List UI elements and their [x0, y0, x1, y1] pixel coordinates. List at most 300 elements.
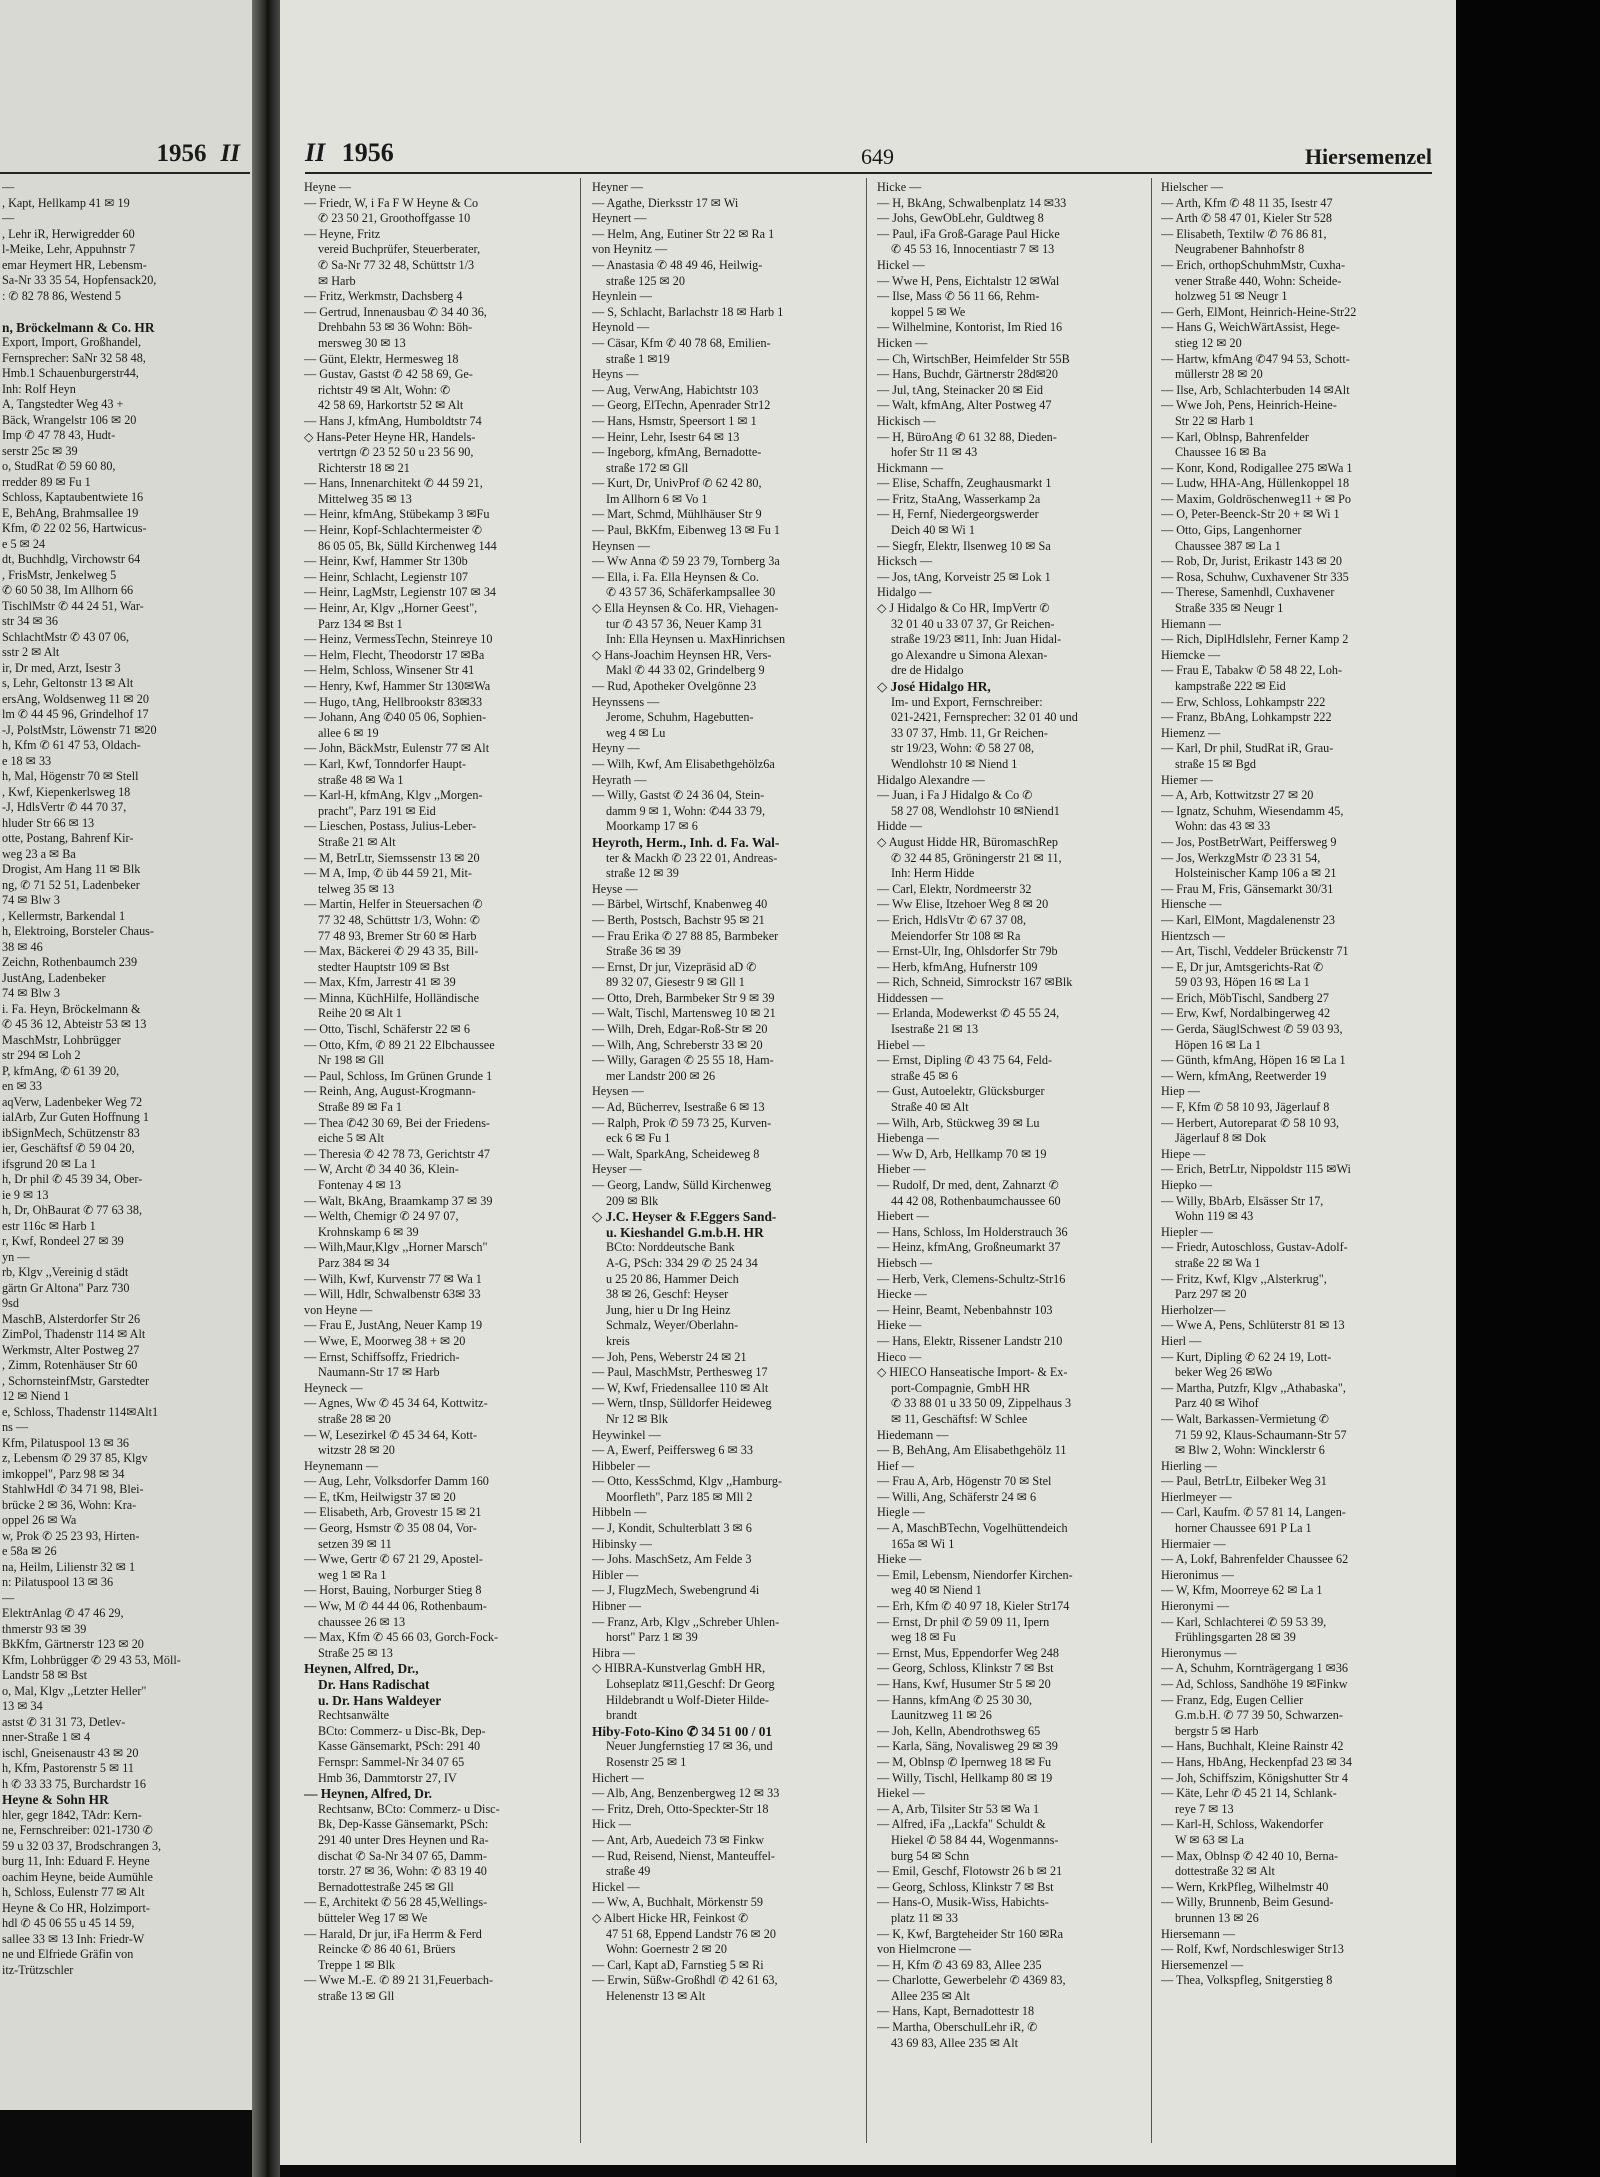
- directory-entry-line: Hiemer —: [1161, 772, 1213, 787]
- directory-entry-line: na, Heilm, Lilienstr 32 ✉ 1: [2, 1559, 136, 1574]
- directory-entry-line: — Hugo, tAng, Hellbrookstr 83✉33: [304, 694, 483, 709]
- directory-column-1: [304, 180, 568, 2004]
- directory-entry-line: — Wilh, Ang, Schreberstr 33 ✉ 20: [592, 1037, 763, 1052]
- directory-entry-line: straße 172 ✉ Gll: [606, 460, 689, 475]
- directory-entry-line: Hiep —: [1161, 1084, 1200, 1099]
- directory-entry-line: E, BehAng, Brahmsallee 19: [2, 505, 139, 520]
- directory-entry-line: Parz 134 ✉ Bst 1: [318, 616, 403, 631]
- directory-entry-line: Straße 335 ✉ Neugr 1: [1175, 601, 1284, 616]
- directory-entry-line: Hieke —: [877, 1318, 922, 1333]
- directory-entry-line: weg 4 ✉ Lu: [606, 725, 666, 740]
- directory-entry-line: Im Allhorn 6 ✉ Vo 1: [606, 491, 708, 506]
- directory-entry-line: — Walt, Barkassen-Vermietung ✆: [1161, 1411, 1330, 1426]
- directory-entry-line: chaussee 26 ✉ 13: [318, 1614, 406, 1629]
- directory-entry-line: Hieber —: [877, 1162, 926, 1177]
- directory-entry-line: Frühlingsgarten 28 ✉ 39: [1175, 1630, 1296, 1645]
- directory-entry-line: Hicken —: [877, 335, 928, 350]
- directory-entry-line: Im- und Export, Fernschreiber:: [891, 694, 1043, 709]
- directory-entry-line: — Herb, kfmAng, Hufnerstr 109: [877, 959, 1038, 974]
- directory-entry-line: Heyner —: [592, 180, 644, 194]
- directory-entry-line: — A, Schuhm, Kornträgergang 1 ✉36: [1161, 1661, 1349, 1676]
- directory-entry-line: Heyne & Co HR, Holzimport-: [2, 1900, 150, 1915]
- directory-entry-line: Hibinsky —: [592, 1536, 652, 1551]
- directory-entry-line: — Agathe, Dierksstr 17 ✉ Wi: [592, 195, 739, 210]
- directory-entry-line: rb, Klgv ,,Vereinig d städt: [2, 1265, 129, 1279]
- directory-entry-line: Straße 21 ✉ Alt: [318, 834, 396, 849]
- directory-entry-line: — Wilh, Kwf, Kurvenstr 77 ✉ Wa 1: [304, 1271, 482, 1286]
- directory-entry-line: , FrisMstr, Jenkelweg 5: [2, 567, 117, 582]
- directory-entry-line: Naumann-Str 17 ✉ Harb: [318, 1365, 440, 1380]
- directory-entry-line: — Siegfr, Elektr, Ilsenweg 10 ✉ Sa: [877, 538, 1051, 553]
- directory-entry-line: reye 7 ✉ 13: [1175, 1801, 1234, 1816]
- directory-entry-line: Heysen —: [592, 1084, 644, 1099]
- directory-entry-line: — Karl, Kwf, Tonndorfer Haupt-: [304, 756, 467, 771]
- directory-entry-line: Hieronimus —: [1161, 1567, 1234, 1582]
- directory-entry-line: h, Dr, OhBaurat ✆ 77 63 38,: [2, 1203, 143, 1217]
- directory-entry-line: Hibner —: [592, 1599, 642, 1614]
- directory-entry-line: straße 48 ✉ Wa 1: [318, 772, 404, 787]
- directory-entry-line: , Lehr iR, Herwigredder 60: [2, 226, 135, 241]
- directory-entry-line: — Elisabeth, Arb, Grovestr 15 ✉ 21: [304, 1505, 482, 1520]
- directory-entry-line: weg 23 a ✉ Ba: [2, 846, 76, 861]
- directory-entry-line: Heyser —: [592, 1162, 642, 1177]
- directory-entry-line: Reincke ✆ 86 40 61, Brüers: [318, 1942, 456, 1957]
- directory-entry-line: Hiermaier —: [1161, 1536, 1226, 1551]
- directory-entry-line: Heynsen —: [592, 538, 650, 553]
- directory-entry-line: o, Mal, Klgv ,,Letzter Heller": [2, 1683, 147, 1698]
- right-header-rule: [305, 172, 1432, 174]
- directory-entry-line: — Ww, M ✆ 44 44 06, Rothenbaum-: [304, 1599, 487, 1614]
- directory-entry-line: , Kwf, Kiepenkerlsweg 18: [2, 784, 131, 799]
- directory-entry-line: — Walt, Tischl, Martensweg 10 ✉ 21: [592, 1006, 776, 1021]
- directory-entry-line: eiche 5 ✉ Alt: [318, 1131, 385, 1146]
- directory-entry-line: — Ad, Bücherrev, Isestraße 6 ✉ 13: [592, 1100, 765, 1115]
- directory-entry-line: — Ch, WirtschBer, Heimfelder Str 55B: [877, 351, 1070, 366]
- directory-entry-line: e 18 ✉ 33: [2, 753, 52, 768]
- directory-entry-line: en ✉ 33: [2, 1079, 42, 1093]
- directory-entry-line: — M A, Imp, ✆ üb 44 59 21, Mit-: [304, 866, 472, 881]
- directory-entry-line: — Hans, Kwf, Husumer Str 5 ✉ 20: [877, 1677, 1051, 1691]
- directory-entry-line: hofer Str 11 ✉ 43: [891, 445, 978, 460]
- directory-entry-line: von Heynitz —: [592, 242, 668, 257]
- directory-entry-line: — Heyne, Fritz: [304, 226, 381, 241]
- directory-entry-line: 89 32 07, Giesestr 9 ✉ Gll 1: [606, 975, 745, 990]
- directory-entry-line: — Martha, Putzfr, Klgv ,,Athabaska",: [1161, 1380, 1346, 1395]
- directory-entry-line: e 5 ✉ 24: [2, 536, 46, 551]
- directory-entry-line: dottestraße 32 ✉ Alt: [1175, 1864, 1275, 1879]
- directory-entry-line: — F, Kfm ✆ 58 10 93, Jägerlauf 8: [1161, 1100, 1330, 1115]
- directory-entry-line: Mittelweg 35 ✉ 13: [318, 491, 412, 506]
- directory-entry-line: Hibler —: [592, 1567, 639, 1582]
- directory-entry-line: — Carl, Elektr, Nordmeerstr 32: [877, 881, 1032, 896]
- directory-entry-line: Hibbeln —: [592, 1505, 647, 1520]
- directory-entry-line: h ✆ 33 33 75, Burchardstr 16: [2, 1776, 146, 1791]
- directory-entry-line: — Heinr, Lehr, Isestr 64 ✉ 13: [592, 429, 740, 444]
- directory-entry-line: str 19/23, Wohn: ✆ 58 27 08,: [891, 741, 1035, 756]
- directory-entry-line: holzweg 51 ✉ Neugr 1: [1175, 289, 1288, 304]
- directory-entry-line: Fernspr: Sammel-Nr 34 07 65: [318, 1754, 465, 1769]
- directory-entry-line: ter & Mackh ✆ 23 22 01, Andreas-: [606, 850, 778, 865]
- directory-entry-line: 58 27 08, Wendlohstr 10 ✉Niend1: [891, 803, 1060, 818]
- directory-entry-line: — Fritz, Kwf, Klgv ,,Alsterkrug",: [1161, 1271, 1327, 1286]
- directory-entry-line: straße 45 ✉ 6: [891, 1068, 958, 1083]
- directory-entry-line: SchlachtMstr ✆ 43 07 06,: [2, 629, 129, 644]
- directory-entry-line: — W, Kfm, Moorreye 62 ✉ La 1: [1161, 1583, 1323, 1598]
- directory-entry-line: — Max, Kfm, Jarrestr 41 ✉ 39: [304, 975, 456, 990]
- directory-entry-line: , Kapt, Hellkamp 41 ✉ 19: [2, 195, 130, 210]
- directory-entry-line: — Jos, tAng, Korveistr 25 ✉ Lok 1: [877, 569, 1051, 584]
- directory-entry-line: — Gerh, ElMont, Heinrich-Heine-Str22: [1161, 304, 1357, 319]
- directory-entry-line: — Johann, Ang ✆40 05 06, Sophien-: [304, 710, 487, 725]
- directory-entry-line: — Martin, Helfer in Steuersachen ✆: [304, 897, 483, 912]
- directory-entry-line: von Heyne —: [304, 1302, 373, 1317]
- directory-entry-line: — Franz, BbAng, Lohkampstr 222: [1161, 710, 1332, 725]
- directory-entry-line: 77 48 93, Bremer Str 60 ✉ Harb: [318, 928, 477, 943]
- directory-entry-line: Schmalz, Weyer/Oberlahn-: [606, 1318, 739, 1333]
- directory-entry-line: — Henry, Kwf, Hammer Str 130✉Wa: [304, 679, 491, 693]
- directory-entry-line: — Wwe Joh, Pens, Heinrich-Heine-: [1161, 398, 1337, 413]
- directory-entry-line: — Erw, Kwf, Nordalbingerweg 42: [1161, 1006, 1331, 1021]
- directory-entry-line: ✆ 45 53 16, Innocentiastr 7 ✉ 13: [891, 242, 1055, 257]
- directory-entry-line: — Hans, Buchhalt, Kleine Rainstr 42: [1161, 1739, 1344, 1754]
- directory-entry-line: stedter Hauptstr 109 ✉ Bst: [318, 959, 450, 974]
- directory-entry-line: — A, Arb, Kottwitzstr 27 ✉ 20: [1161, 788, 1314, 803]
- directory-entry-line: straße 22 ✉ Wa 1: [1175, 1255, 1261, 1270]
- directory-entry-line: —: [2, 211, 15, 225]
- directory-entry-line: str 294 ✉ Loh 2: [2, 1048, 81, 1062]
- directory-entry-line: h, Dr phil ✆ 45 39 34, Ober-: [2, 1172, 143, 1186]
- directory-entry-line: — Frau A, Arb, Högenstr 70 ✉ Stel: [877, 1474, 1052, 1489]
- directory-entry-line: — Emil, Geschf, Flotowstr 26 b ✉ 21: [877, 1864, 1063, 1879]
- directory-entry-line: thmerstr 93 ✉ 39: [2, 1621, 87, 1636]
- directory-entry-line: — Heinr, Kwf, Hammer Str 130b: [304, 554, 468, 569]
- directory-entry-line: — Willy, BbArb, Elsässer Str 17,: [1161, 1193, 1324, 1208]
- directory-entry-line: — Alb, Ang, Benzenbergweg 12 ✉ 33: [592, 1786, 780, 1801]
- directory-entry-line: Hiersemann —: [1161, 1926, 1236, 1941]
- directory-entry-line: o, StudRat ✆ 59 60 80,: [2, 459, 116, 473]
- directory-entry-line: 32 01 40 u 33 07 37, Gr Reichen-: [891, 616, 1055, 631]
- directory-entry-line: — Lieschen, Postass, Julius-Leber-: [304, 819, 477, 834]
- directory-entry-line: — Emil, Lebensm, Niendorfer Kirchen-: [877, 1567, 1073, 1582]
- directory-entry-line: Hiersemenzel —: [1161, 1957, 1244, 1972]
- directory-entry-line: W ✉ 63 ✉ La: [1175, 1832, 1244, 1847]
- directory-entry-line: ◇ HIBRA-Kunstverlag GmbH HR,: [592, 1661, 766, 1676]
- directory-entry-line: Jägerlauf 8 ✉ Dok: [1175, 1131, 1267, 1146]
- directory-entry-line: 38 ✉ 46: [2, 939, 43, 954]
- directory-entry-line: Landstr 58 ✉ Bst: [2, 1668, 88, 1682]
- directory-entry-line: Heyns —: [592, 367, 639, 382]
- directory-entry-line: — Erwin, Süßw-Großhdl ✆ 42 61 63,: [592, 1973, 778, 1988]
- directory-entry-line: 33 07 37, Hmb. 11, Gr Reichen-: [891, 725, 1048, 740]
- directory-entry-line: 44 42 08, Rothenbaumchaussee 60: [891, 1193, 1061, 1208]
- directory-entry-line: — Kurt, Dr, UnivProf ✆ 62 42 80,: [592, 476, 762, 491]
- directory-entry-line: Heynold —: [592, 320, 650, 335]
- directory-entry-line: —: [2, 180, 15, 194]
- directory-entry-line: Richterstr 18 ✉ 21: [318, 460, 410, 475]
- directory-entry-line: itz-Trützschler: [2, 1962, 74, 1977]
- directory-entry-line: — Georg, Hsmstr ✆ 35 08 04, Vor-: [304, 1521, 477, 1536]
- directory-entry-line: — Franz, Arb, Klgv ,,Schreber Uhlen-: [592, 1614, 780, 1629]
- directory-entry-line: — Karl, ElMont, Magdalenenstr 23: [1161, 912, 1335, 927]
- directory-entry-line: i. Fa. Heyn, Bröckelmann &: [2, 1001, 141, 1016]
- directory-entry-line: Drehbahn 53 ✉ 36 Wohn: Böh-: [318, 320, 473, 335]
- directory-entry-line: Hiecke —: [877, 1287, 927, 1302]
- directory-entry-line: — Therese, Samenhdl, Cuxhavener: [1161, 585, 1335, 600]
- directory-entry-line: — Herbert, Autoreparat ✆ 58 10 93,: [1161, 1115, 1340, 1130]
- directory-entry-line: ✉ 11, Geschäftsf: W Schlee: [891, 1411, 1028, 1426]
- directory-entry-line: A, Tangstedter Weg 43 +: [2, 397, 124, 411]
- directory-entry-line: — H, BkAng, Schwalbenplatz 14 ✉33: [877, 195, 1067, 210]
- right-header-year: 1956: [341, 138, 394, 167]
- right-page-header: [305, 138, 1432, 170]
- directory-entry-line: straße 49: [606, 1864, 651, 1879]
- directory-entry-line: — Paul, iFa Groß-Garage Paul Hicke: [877, 226, 1060, 241]
- directory-entry-line: — Otto, Dreh, Barmbeker Str 9 ✉ 39: [592, 990, 775, 1005]
- directory-entry-line: von Hielmcrone —: [877, 1942, 972, 1957]
- directory-entry-line: Heynlein —: [592, 289, 652, 304]
- directory-entry-line: — Ernst, Dr phil ✆ 59 09 11, Ipern: [877, 1614, 1050, 1629]
- directory-entry-line: — Heinr, kfmAng, Stübekamp 3 ✉Fu: [304, 507, 490, 522]
- column-divider: [866, 178, 867, 2143]
- directory-entry-line: bütteler Weg 17 ✉ We: [318, 1910, 428, 1925]
- directory-entry-line: — Wwe M.-E. ✆ 89 21 31,Feuerbach-: [304, 1973, 494, 1988]
- left-header-rule: [0, 172, 250, 174]
- directory-entry-line: bergstr 5 ✉ Harb: [1175, 1723, 1259, 1738]
- directory-entry-line: — Rich, Schneid, Simrockstr 167 ✉Blk: [877, 975, 1073, 990]
- directory-entry-line: — A, Ewerf, Peiffersweg 6 ✉ 33: [592, 1443, 753, 1458]
- directory-entry-line: Hiemann —: [1161, 616, 1221, 631]
- directory-entry-line: BkKfm, Gärtnerstr 123 ✉ 20: [2, 1637, 144, 1651]
- directory-entry-line: — Hans-O, Musik-Wiss, Habichts-: [877, 1895, 1049, 1910]
- directory-entry-line: ✆ 32 44 85, Gröningerstr 21 ✉ 11,: [891, 850, 1062, 865]
- column-divider: [1151, 178, 1152, 2143]
- directory-entry-line: tur ✆ 43 57 36, Neuer Kamp 31: [606, 616, 763, 631]
- directory-entry-line: lm ✆ 44 45 96, Grindelhof 17: [2, 707, 149, 721]
- directory-entry-line: — Jul, tAng, Steinacker 20 ✉ Eid: [877, 382, 1043, 397]
- directory-entry-line: straße 125 ✉ 20: [606, 273, 685, 288]
- directory-entry-line: weg 40 ✉ Niend 1: [891, 1583, 982, 1598]
- directory-entry-line: — Willi, Ang, Schäferstr 24 ✉ 6: [877, 1489, 1037, 1504]
- directory-entry-line: Export, Import, Großhandel,: [2, 335, 142, 349]
- directory-entry-line: beker Weg 26 ✉Wo: [1175, 1365, 1273, 1380]
- directory-entry-line: — Karl-H, kfmAng, Klgv ,,Morgen-: [304, 788, 483, 803]
- directory-entry-line: Höpen 16 ✉ La 1: [1175, 1037, 1262, 1052]
- directory-entry-line: Hibra —: [592, 1645, 635, 1660]
- directory-entry-line: Inh: Ella Heynsen u. MaxHinrichsen: [606, 632, 786, 647]
- directory-entry-line: Hiby-Foto-Kino ✆ 34 51 00 / 01: [592, 1723, 773, 1739]
- directory-entry-line: — Rud, Reisend, Nienst, Manteuffel-: [592, 1848, 775, 1863]
- directory-entry-line: — A, Arb, Tilsiter Str 53 ✉ Wa 1: [877, 1801, 1040, 1816]
- right-header-volume: II: [305, 138, 326, 167]
- directory-entry-line: Hierl —: [1161, 1333, 1202, 1348]
- directory-entry-line: — Carl, Kapt aD, Farnstieg 5 ✉ Ri: [592, 1957, 764, 1972]
- directory-entry-line: Hierholzer—: [1161, 1302, 1226, 1317]
- directory-entry-line: — Max, Oblnsp ✆ 42 40 10, Berna-: [1161, 1848, 1339, 1863]
- directory-entry-line: hluder Str 66 ✉ 13: [2, 815, 95, 830]
- left-header-volume: II: [220, 140, 240, 167]
- directory-entry-line: Krohnskamp 6 ✉ 39: [318, 1224, 419, 1239]
- directory-entry-line: P, kfmAng, ✆ 61 39 20,: [2, 1063, 120, 1078]
- directory-entry-line: G.m.b.H. ✆ 77 39 50, Schwarzen-: [1175, 1708, 1343, 1723]
- directory-entry-line: — Ingeborg, kfmAng, Bernadotte-: [592, 445, 762, 460]
- directory-entry-line: r, Kwf, Rondeel 27 ✉ 39: [2, 1234, 124, 1248]
- directory-entry-line: straße 1 ✉19: [606, 351, 670, 366]
- directory-entry-line: 77 32 48, Schüttstr 1/3, Wohn: ✆: [318, 912, 481, 927]
- directory-entry-line: 74 ✉ Blw 3: [2, 893, 60, 907]
- directory-entry-line: aqVerw, Ladenbeker Weg 72: [2, 1094, 143, 1109]
- directory-entry-line: — Erich, HdlsVtr ✆ 67 37 08,: [877, 912, 1026, 927]
- directory-entry-line: — Wwe H, Pens, Eichtalstr 12 ✉Wal: [877, 273, 1060, 288]
- directory-entry-line: — Walt, SparkAng, Scheideweg 8: [592, 1146, 760, 1161]
- directory-entry-line: ialArb, Zur Guten Hoffnung 1: [2, 1110, 150, 1124]
- directory-entry-line: ✉ Harb: [318, 273, 356, 288]
- directory-entry-line: — Paul, BetrLtr, Eilbeker Weg 31: [1161, 1474, 1327, 1489]
- directory-entry-line: h, Kfm ✆ 61 47 53, Oldach-: [2, 738, 141, 752]
- directory-entry-line: z, Lebensm ✆ 29 37 85, Klgv: [2, 1451, 148, 1465]
- directory-entry-line: — Erw, Schloss, Lohkampstr 222: [1161, 694, 1326, 709]
- directory-entry-line: — Hans, Schloss, Im Holderstrauch 36: [877, 1224, 1068, 1239]
- directory-entry-line: — Herb, Verk, Clemens-Schultz-Str16: [877, 1271, 1066, 1286]
- directory-entry-line: h, Schloss, Eulenstr 77 ✉ Alt: [2, 1885, 145, 1899]
- directory-entry-line: 42 58 69, Harkortstr 52 ✉ Alt: [318, 398, 464, 413]
- directory-entry-line: — Heynen, Alfred, Dr.: [304, 1786, 432, 1802]
- directory-entry-line: — Helm, Schloss, Winsener Str 41: [304, 663, 475, 678]
- directory-entry-line: 74 ✉ Blw 3: [2, 986, 60, 1000]
- directory-entry-line: — Wern, KrkPfleg, Wilhelmstr 40: [1161, 1879, 1329, 1894]
- directory-entry-line: — Karl, Dr phil, StudRat iR, Grau-: [1161, 741, 1334, 756]
- directory-entry-line: Jung, hier u Dr Ing Heinz: [606, 1302, 731, 1317]
- directory-entry-line: — Erich, MöbTischl, Sandberg 27: [1161, 990, 1329, 1005]
- directory-entry-line: h, Mal, Högenstr 70 ✉ Stell: [2, 769, 139, 783]
- directory-entry-line: Kfm, ✆ 22 02 56, Hartwicus-: [2, 521, 147, 535]
- directory-entry-line: — Jos, WerkzgMstr ✆ 23 31 54,: [1161, 850, 1321, 865]
- column-divider: [580, 178, 581, 2143]
- directory-entry-line: Hickel —: [877, 257, 925, 272]
- directory-entry-line: — S, Schlacht, Barlachstr 18 ✉ Harb 1: [592, 304, 784, 319]
- directory-entry-line: Nr 198 ✉ Gll: [318, 1053, 385, 1068]
- directory-entry-line: kampstraße 222 ✉ Eid: [1175, 679, 1286, 693]
- directory-entry-line: Rechtsanw, BCto: Commerz- u Disc-: [318, 1801, 500, 1816]
- directory-entry-line: str 34 ✉ 36: [2, 614, 58, 628]
- directory-entry-line: horner Chaussee 691 P La 1: [1175, 1521, 1312, 1536]
- directory-entry-line: — Ww, A, Buchhalt, Mörkenstr 59: [592, 1895, 763, 1910]
- directory-entry-line: ◇ Hans-Peter Heyne HR, Handels-: [304, 429, 476, 444]
- directory-entry-line: Schloss, Kaptaubentwiete 16: [2, 490, 144, 504]
- directory-entry-line: hler, gegr 1842, TAdr: Kern-: [2, 1807, 142, 1822]
- directory-entry-line: — Welth, Chemigr ✆ 24 97 07,: [304, 1209, 459, 1224]
- directory-entry-line: — Ella, i. Fa. Ella Heynsen & Co.: [592, 569, 759, 584]
- directory-entry-line: — Wern, tInsp, Sülldorfer Heideweg: [592, 1396, 772, 1411]
- directory-entry-line: Isestraße 21 ✉ 13: [891, 1022, 979, 1037]
- directory-entry-line: Parz 40 ✉ Wihof: [1175, 1396, 1259, 1411]
- directory-entry-line: ◇ HIECO Hanseatische Import- & Ex-: [877, 1365, 1068, 1380]
- directory-entry-line: — Karl, Oblnsp, Bahrenfelder: [1161, 429, 1309, 444]
- directory-entry-line: ✉ Blw 2, Wohn: Wincklerstr 6: [1175, 1443, 1325, 1458]
- directory-entry-line: Bernadottestraße 245 ✉ Gll: [318, 1879, 454, 1894]
- directory-entry-line: 13 ✉ 34: [2, 1699, 43, 1713]
- directory-entry-line: — Heinz, kfmAng, Großneumarkt 37: [877, 1240, 1061, 1255]
- directory-entry-line: u 25 20 86, Hammer Deich: [606, 1271, 739, 1286]
- directory-entry-line: ✆ 60 50 38, Im Allhorn 66: [2, 583, 134, 597]
- directory-entry-line: horst" Parz 1 ✉ 39: [606, 1630, 698, 1645]
- directory-entry-line: — Ernst, Dipling ✆ 43 75 64, Feld-: [877, 1053, 1053, 1068]
- directory-entry-line: Drogist, Am Hang 11 ✉ Blk: [2, 862, 141, 876]
- directory-entry-line: — Wilh, Kwf, Am Elisabethgehölz6a: [592, 756, 775, 771]
- directory-entry-line: ✆ 23 50 21, Groothoffgasse 10: [318, 211, 471, 226]
- directory-entry-line: — Friedr, Autoschloss, Gustav-Adolf-: [1161, 1240, 1348, 1255]
- directory-entry-line: ✆ 45 36 12, Abteistr 53 ✉ 13: [2, 1017, 147, 1031]
- directory-entry-line: Hiedemann —: [877, 1427, 949, 1442]
- directory-entry-line: ns —: [2, 1420, 29, 1434]
- directory-entry-line: Hiepe —: [1161, 1146, 1206, 1161]
- directory-entry-line: — Wwe A, Pens, Schlüterstr 81 ✉ 13: [1161, 1318, 1345, 1333]
- directory-entry-line: Jerome, Schuhm, Hagebutten-: [606, 710, 754, 725]
- directory-entry-line: e, Schloss, Thadenstr 114✉Alt1: [2, 1404, 159, 1419]
- directory-entry-line: — Ant, Arb, Auedeich 73 ✉ Finkw: [592, 1832, 765, 1847]
- directory-entry-line: — Erlanda, Modewerkst ✆ 45 55 24,: [877, 1006, 1060, 1021]
- directory-entry-line: brandt: [606, 1708, 638, 1723]
- directory-entry-line: ◇ August Hidde HR, BüromaschRep: [877, 834, 1059, 849]
- directory-entry-line: Zeichn, Rothenbaumch 239: [2, 955, 138, 969]
- directory-entry-line: Hickmann —: [877, 460, 944, 475]
- directory-entry-line: : ✆ 82 78 86, Westend 5: [2, 288, 122, 303]
- directory-entry-line: — Reinh, Ang, August-Krogmann-: [304, 1084, 476, 1099]
- directory-entry-line: Hicksch —: [877, 554, 933, 569]
- directory-entry-line: — Friedr, W, i Fa F W Heyne & Co: [304, 195, 479, 210]
- directory-entry-line: Wohn: das 43 ✉ 33: [1175, 819, 1271, 834]
- directory-entry-line: sstr 2 ✉ Alt: [2, 645, 60, 659]
- directory-entry-line: imkoppel", Parz 98 ✉ 34: [2, 1466, 125, 1481]
- directory-entry-line: straße 15 ✉ Bgd: [1175, 756, 1256, 771]
- directory-entry-line: Wohn 119 ✉ 43: [1175, 1209, 1254, 1224]
- directory-entry-line: MaschMstr, Lohbrügger: [2, 1032, 121, 1047]
- directory-entry-line: — Maxim, Goldröschenweg11 + ✉ Po: [1161, 491, 1351, 506]
- directory-entry-line: — Ad, Schloss, Sandhöhe 19 ✉Finkw: [1161, 1677, 1348, 1691]
- directory-entry-line: — M, BetrLtr, Siemssenstr 13 ✉ 20: [304, 850, 480, 865]
- directory-entry-line: JustAng, Ladenbeker: [2, 970, 106, 985]
- directory-entry-line: port-Compagnie, GmbH HR: [891, 1380, 1031, 1395]
- directory-entry-line: Hiegle —: [877, 1505, 925, 1520]
- directory-entry-line: BCto: Commerz- u Disc-Bk, Dep-: [318, 1723, 486, 1738]
- directory-entry-line: Treppe 1 ✉ Blk: [318, 1957, 396, 1972]
- directory-entry-line: — Gertrud, Innenausbau ✆ 34 40 36,: [304, 304, 487, 319]
- directory-entry-line: — Ilse, Arb, Schlachterbuden 14 ✉Alt: [1161, 382, 1350, 397]
- directory-entry-line: Deich 40 ✉ Wi 1: [891, 523, 975, 538]
- directory-entry-line: ier, Geschäftsf ✆ 59 04 20,: [2, 1141, 135, 1155]
- directory-entry-line: — Wern, kfmAng, Reetwerder 19: [1161, 1068, 1327, 1083]
- directory-entry-line: Chaussee 387 ✉ La 1: [1175, 538, 1281, 553]
- right-header-volume-year: [305, 138, 394, 168]
- directory-entry-line: ZimPol, Thadenstr 114 ✉ Alt: [2, 1327, 146, 1341]
- directory-entry-line: Nr 12 ✉ Blk: [606, 1411, 669, 1426]
- directory-entry-line: Hieronymi —: [1161, 1599, 1230, 1614]
- directory-entry-line: — Mart, Schmd, Mühlhäuser Str 9: [592, 507, 762, 522]
- directory-entry-line: torstr. 27 ✉ 36, Wohn: ✆ 83 19 40: [318, 1864, 487, 1879]
- directory-entry-line: damm 9 ✉ 1, Wohn: ✆44 33 79,: [606, 803, 766, 818]
- directory-entry-line: Hiddessen —: [877, 990, 944, 1005]
- directory-entry-line: — Willy, Brunnenb, Beim Gesund-: [1161, 1895, 1334, 1910]
- directory-entry-line: — Ernst, Schiffsoffz, Friedrich-: [304, 1349, 460, 1364]
- directory-entry-line: — Arth, Kfm ✆ 48 11 35, Isestr 47: [1161, 195, 1333, 210]
- directory-entry-line: — Käte, Lehr ✆ 45 21 14, Schlank-: [1161, 1786, 1337, 1801]
- directory-entry-line: Helenenstr 13 ✉ Alt: [606, 1988, 706, 2003]
- directory-entry-line: — Ernst, Dr jur, Vizepräsid aD ✆: [592, 959, 757, 974]
- directory-entry-line: — Wwe, E, Moorweg 38 + ✉ 20: [304, 1333, 466, 1348]
- directory-entry-line: rredder 89 ✉ Fu 1: [2, 474, 91, 489]
- directory-entry-line: ✆ 33 88 01 u 33 50 09, Zippelhaus 3: [891, 1396, 1072, 1411]
- directory-entry-line: — B, BehAng, Am Elisabethgehölz 11: [877, 1443, 1067, 1458]
- directory-entry-line: straße 19/23 ✉11, Inh: Juan Hidal-: [891, 632, 1062, 647]
